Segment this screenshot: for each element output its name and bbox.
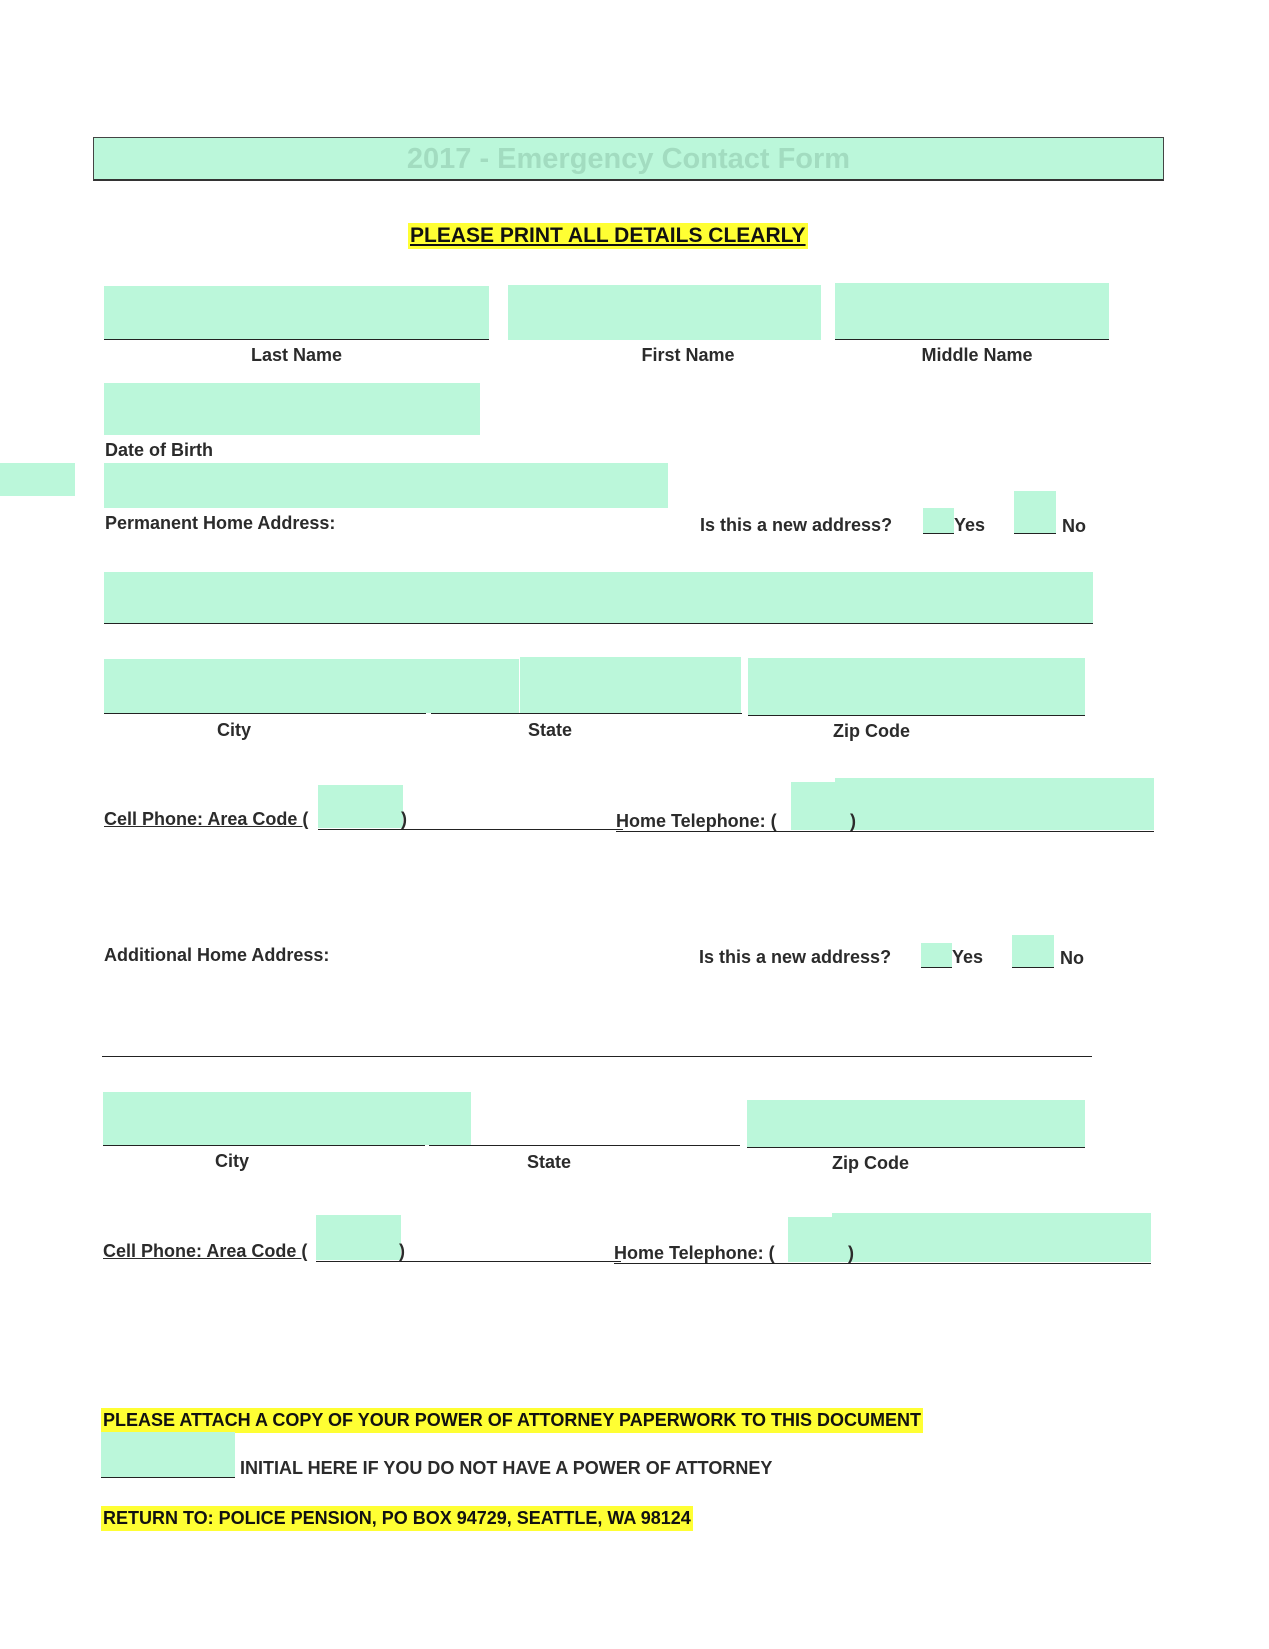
- permanent-cell-close-paren: ): [401, 809, 407, 829]
- middle-name-field[interactable]: [835, 283, 1109, 340]
- last-name-underline: [104, 339, 489, 340]
- permanent-yes-label: Yes: [954, 515, 986, 535]
- permanent-address-label: Permanent Home Address:: [105, 513, 336, 533]
- initial-underline: [101, 1477, 235, 1478]
- permanent-home-number-line: [616, 831, 1154, 832]
- permanent-zip-field[interactable]: [748, 658, 1085, 715]
- permanent-state-label: State: [528, 720, 573, 740]
- additional-cell-phone-label: Cell Phone: Area Code (: [103, 1241, 308, 1261]
- middle-name-underline: [835, 339, 1109, 340]
- additional-state-label: State: [527, 1152, 572, 1172]
- additional-no-label: No: [1060, 948, 1084, 968]
- date-of-birth-label: Date of Birth: [105, 440, 213, 460]
- additional-address-line: [102, 1056, 1092, 1057]
- permanent-home-area-code-field[interactable]: [791, 782, 835, 830]
- additional-cell-area-code-field[interactable]: [316, 1215, 401, 1260]
- permanent-address-line1-field[interactable]: [104, 463, 668, 508]
- additional-zip-field[interactable]: [747, 1100, 1085, 1147]
- return-address: RETURN TO: POLICE PENSION, PO BOX 94729, SEATTLE, WA 98124: [101, 1506, 693, 1531]
- permanent-cell-number-line: [318, 829, 623, 830]
- permanent-address-line2-underline: [104, 623, 1093, 624]
- permanent-state-underline: [431, 713, 742, 714]
- additional-home-telephone-label: Home Telephone: (: [614, 1243, 775, 1263]
- additional-home-close-paren: ): [848, 1243, 854, 1263]
- print-clearly-instruction: PLEASE PRINT ALL DETAILS CLEARLY: [410, 224, 806, 247]
- additional-state-underline: [429, 1145, 740, 1146]
- additional-home-area-code-field[interactable]: [788, 1217, 832, 1262]
- additional-city-underline: [103, 1145, 425, 1146]
- permanent-zip-label: Zip Code: [833, 721, 910, 741]
- additional-cell-number-line: [316, 1261, 621, 1262]
- permanent-home-close-paren: ): [850, 811, 856, 831]
- additional-no-checkbox[interactable]: [1012, 935, 1054, 967]
- additional-zip-label: Zip Code: [832, 1153, 909, 1173]
- additional-yes-label: Yes: [952, 947, 984, 967]
- permanent-address-line2-field[interactable]: [104, 572, 1093, 623]
- permanent-no-underline: [1014, 533, 1056, 534]
- permanent-zip-underline: [748, 715, 1085, 716]
- permanent-yes-checkbox[interactable]: [923, 508, 954, 534]
- form-title-bar: [93, 137, 1164, 181]
- permanent-no-checkbox[interactable]: [1014, 491, 1056, 534]
- permanent-city-field[interactable]: [104, 659, 519, 713]
- last-name-field[interactable]: [104, 286, 489, 340]
- additional-home-number-field[interactable]: [832, 1213, 1151, 1262]
- middle-name-label: Middle Name: [921, 345, 1033, 365]
- first-name-field[interactable]: [508, 285, 821, 340]
- additional-new-address-question: Is this a new address?: [699, 947, 892, 967]
- initial-field[interactable]: [101, 1432, 235, 1477]
- first-name-label: First Name: [641, 345, 735, 365]
- date-of-birth-field[interactable]: [104, 383, 480, 435]
- last-name-label: Last Name: [250, 345, 343, 365]
- form-title: 2017 - Emergency Contact Form: [406, 143, 851, 175]
- permanent-city-label: City: [217, 720, 252, 740]
- additional-no-underline: [1012, 967, 1054, 968]
- additional-zip-underline: [747, 1147, 1085, 1148]
- additional-city-label: City: [215, 1151, 250, 1171]
- permanent-no-label: No: [1062, 516, 1086, 536]
- initial-here-instruction: INITIAL HERE IF YOU DO NOT HAVE A POWER OF ATTORNEY: [240, 1458, 773, 1478]
- additional-yes-underline: [921, 967, 952, 968]
- margin-marker: [0, 463, 75, 496]
- permanent-new-address-question: Is this a new address?: [700, 515, 893, 535]
- permanent-yes-underline: [923, 533, 954, 534]
- additional-city-field[interactable]: [103, 1092, 471, 1145]
- permanent-state-field[interactable]: [520, 657, 741, 713]
- additional-cell-close-paren: ): [399, 1241, 405, 1261]
- permanent-cell-area-code-field[interactable]: [318, 785, 403, 828]
- additional-home-number-line: [614, 1263, 1151, 1264]
- permanent-home-number-field[interactable]: [835, 778, 1154, 830]
- additional-address-label: Additional Home Address:: [104, 945, 330, 965]
- permanent-city-underline: [104, 713, 426, 714]
- power-of-attorney-notice: PLEASE ATTACH A COPY OF YOUR POWER OF ATTORNEY PAPERWORK TO THIS DOCUMENT: [101, 1408, 923, 1433]
- permanent-home-telephone-label: Home Telephone: (: [616, 811, 777, 831]
- additional-yes-checkbox[interactable]: [921, 943, 952, 967]
- permanent-cell-phone-label: Cell Phone: Area Code (: [104, 809, 309, 829]
